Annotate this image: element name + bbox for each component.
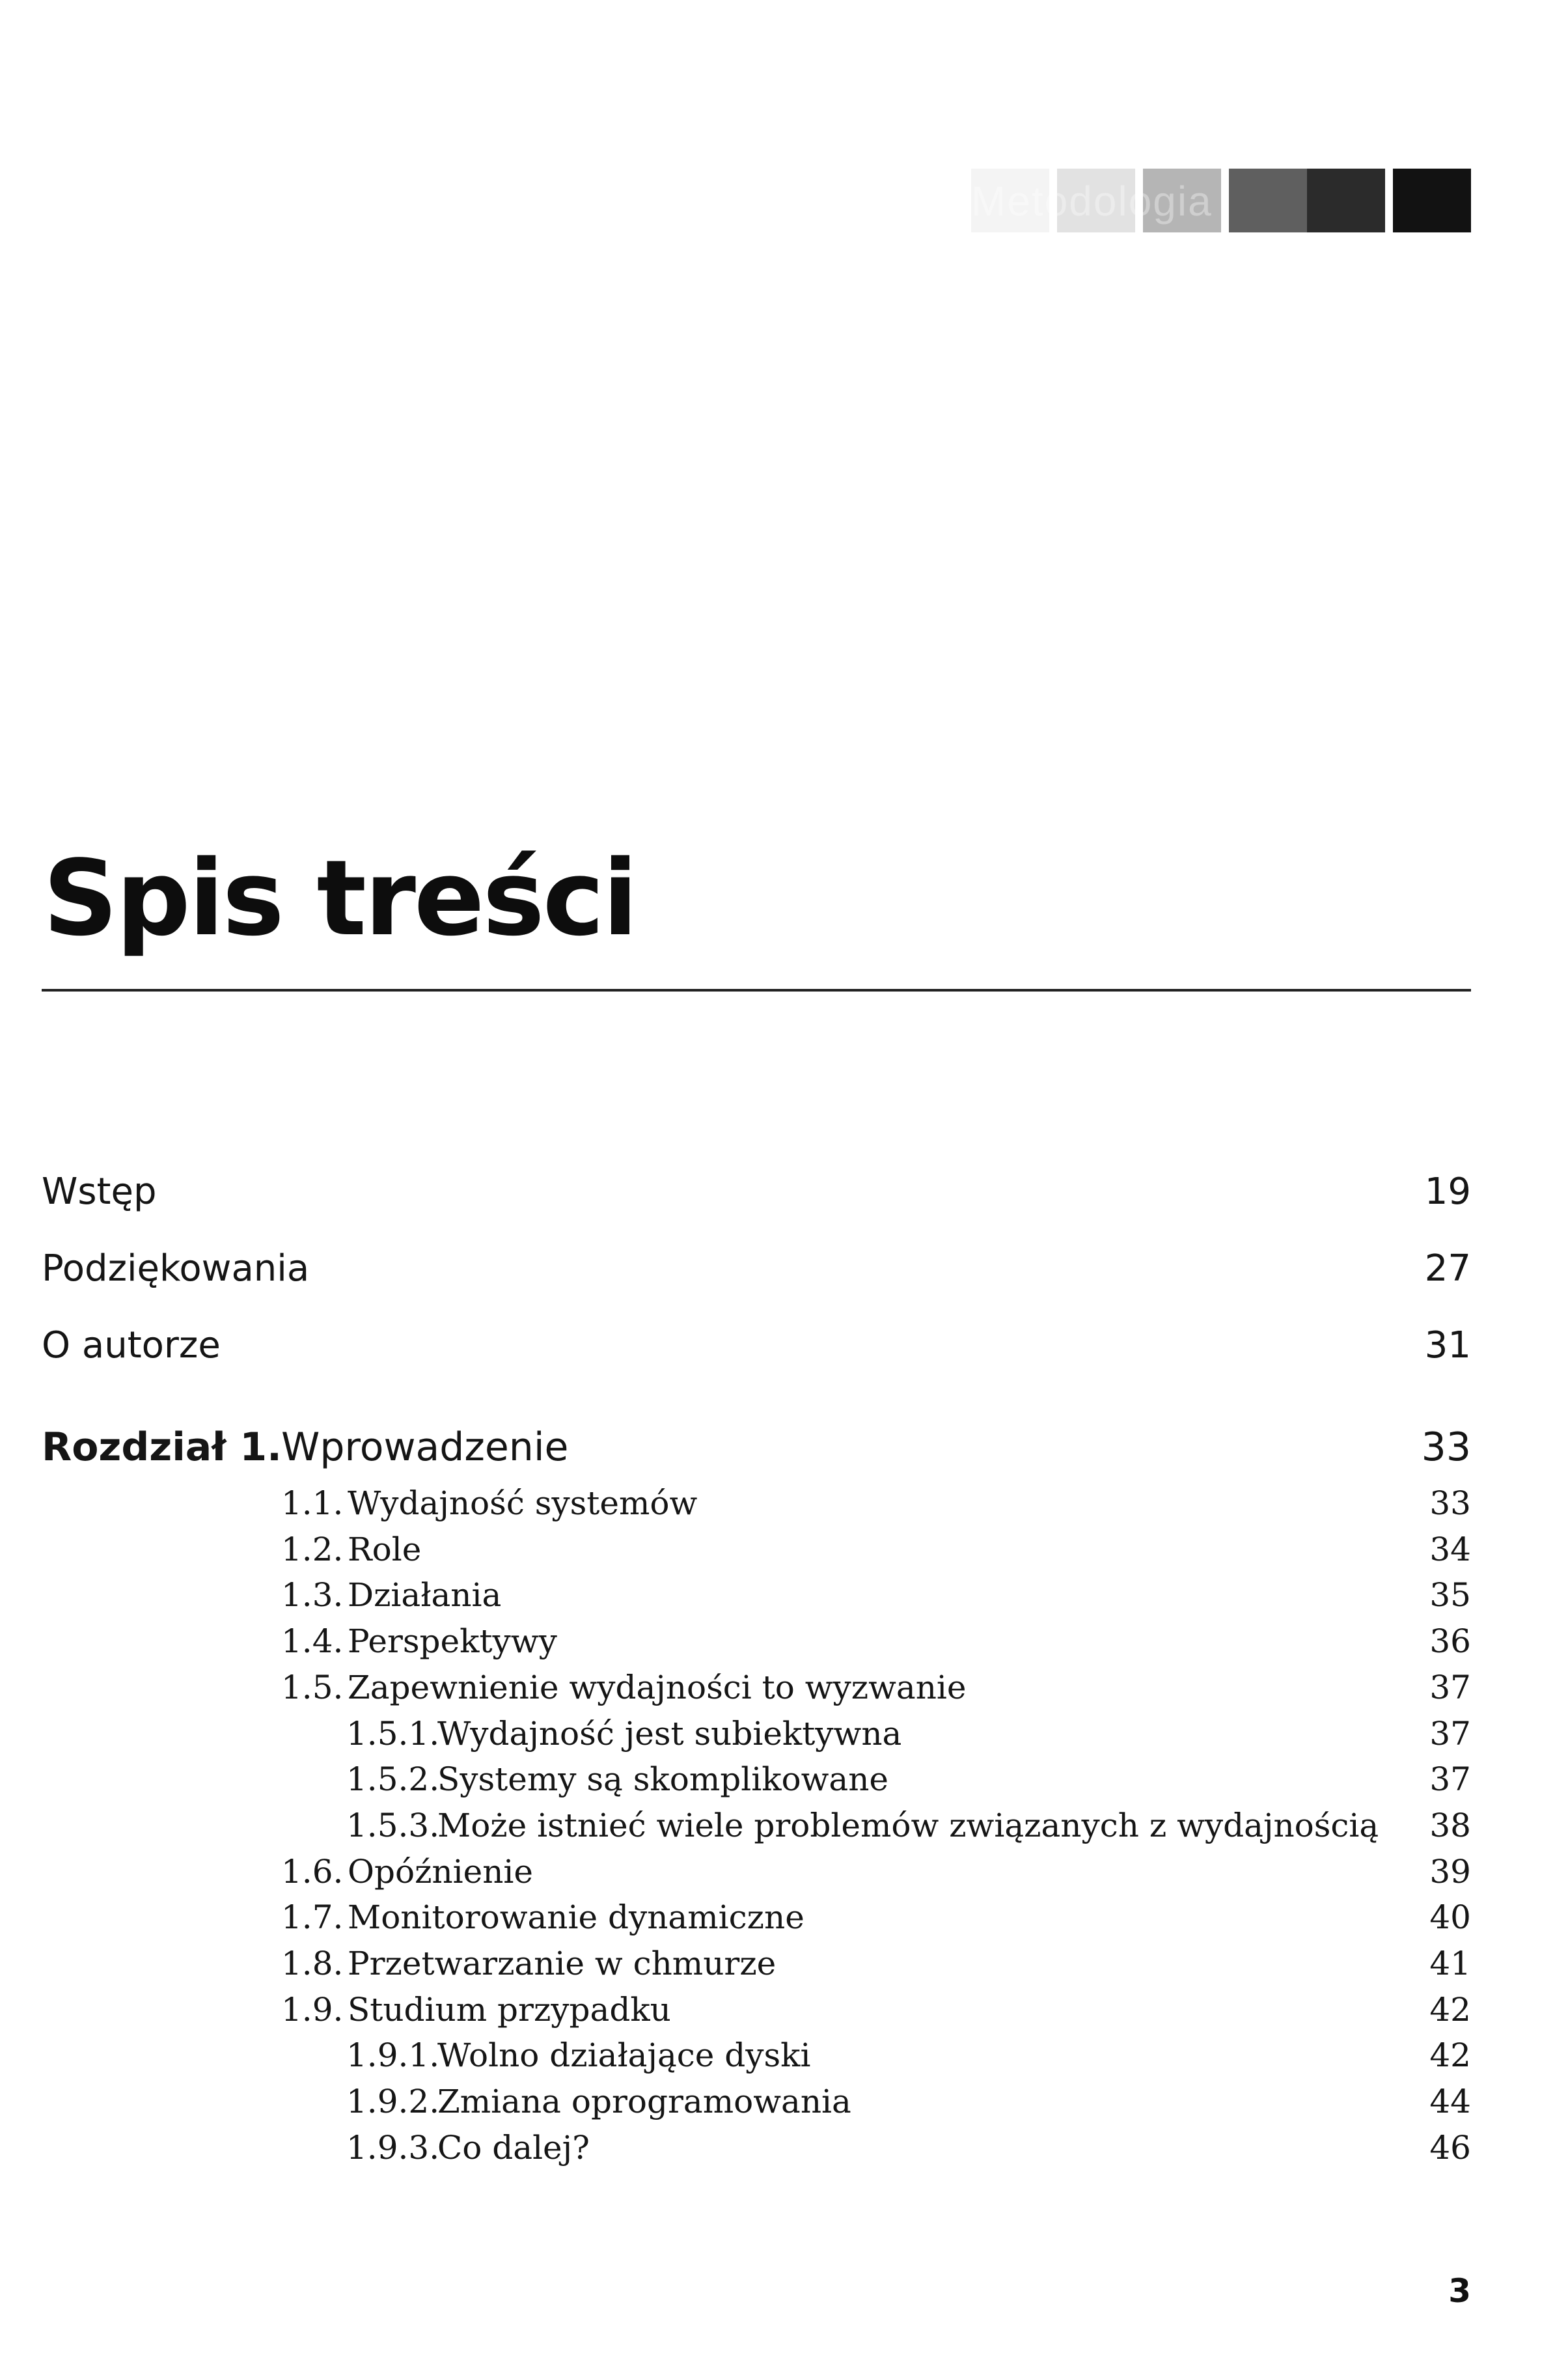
- toc-section-number: 1.9.1.: [346, 2036, 440, 2074]
- toc-section-number: 1.5.3.: [346, 1807, 440, 1844]
- toc-section-page: 37: [1429, 1715, 1471, 1753]
- title-rule: [42, 989, 1471, 992]
- toc-front-page: 27: [1424, 1247, 1471, 1290]
- toc-section-title: Przetwarzanie w chmurze: [348, 1945, 777, 1982]
- toc-section-title: Studium przypadku: [348, 1991, 671, 2029]
- toc-section-title: Wydajność systemów: [348, 1484, 698, 1522]
- toc-chapter-page: 33: [1421, 1424, 1471, 1470]
- toc-section-page: 38: [1429, 1807, 1471, 1844]
- toc-chapter-title: Wprowadzenie: [281, 1424, 569, 1470]
- toc-section-number: 1.3.: [281, 1576, 344, 1614]
- toc-section-title: Może istnieć wiele problemów związanych z wydajnością: [437, 1807, 1379, 1844]
- toc-section-number: 1.5.1.: [346, 1715, 440, 1753]
- toc-front-label: O autorze: [42, 1324, 221, 1367]
- toc-section-page: 41: [1429, 1945, 1471, 1982]
- toc-section-page: 39: [1429, 1853, 1471, 1891]
- toc-section-title: Systemy są skomplikowane: [437, 1760, 889, 1798]
- toc-section-title: Działania: [348, 1576, 502, 1614]
- toc-section-title: Zmiana oprogramowania: [437, 2083, 851, 2120]
- toc-section-title: Perspektywy: [348, 1622, 557, 1660]
- header-square: [1229, 169, 1307, 232]
- toc-section-title: Monitorowanie dynamiczne: [348, 1898, 805, 1936]
- toc-section-number: 1.6.: [281, 1853, 344, 1891]
- toc-front-label: Podziękowania: [42, 1247, 310, 1290]
- toc-front-label: Wstęp: [42, 1171, 157, 1213]
- toc-section-page: 35: [1429, 1576, 1471, 1614]
- toc-section-page: 40: [1429, 1898, 1471, 1936]
- toc-section-page: 44: [1429, 2083, 1471, 2120]
- toc-section-title: Co dalej?: [437, 2129, 590, 2167]
- toc-section-title: Zapewnienie wydajności to wyzwanie: [348, 1669, 967, 1706]
- toc-front-page: 31: [1424, 1324, 1471, 1367]
- toc-section-number: 1.9.2.: [346, 2083, 440, 2120]
- toc-section-number: 1.9.3.: [346, 2129, 440, 2167]
- toc-section-number: 1.4.: [281, 1622, 344, 1660]
- toc-section-page: 42: [1429, 2036, 1471, 2074]
- toc-section-number: 1.1.: [281, 1484, 344, 1522]
- page-number: 3: [1448, 2272, 1471, 2310]
- toc-section-number: 1.9.: [281, 1991, 344, 2029]
- toc-section-number: 1.8.: [281, 1945, 344, 1982]
- toc-section-number: 1.5.2.: [346, 1760, 440, 1798]
- toc-chapter-label: Rozdział 1.: [42, 1424, 282, 1470]
- page-title: Spis treści: [43, 837, 637, 959]
- toc-section-page: 46: [1429, 2129, 1471, 2167]
- toc-section-title: Role: [348, 1531, 422, 1568]
- toc-section-page: 37: [1429, 1669, 1471, 1706]
- toc-section-number: 1.7.: [281, 1898, 344, 1936]
- toc-section-page: 33: [1429, 1484, 1471, 1522]
- toc-section-title: Wolno działające dyski: [437, 2036, 811, 2074]
- toc-section-page: 42: [1429, 1991, 1471, 2029]
- header-square: [1307, 169, 1385, 232]
- toc-section-title: Wydajność jest subiektywna: [437, 1715, 902, 1753]
- toc-section-number: 1.2.: [281, 1531, 344, 1568]
- toc-section-page: 36: [1429, 1622, 1471, 1660]
- toc-front-page: 19: [1424, 1171, 1471, 1213]
- toc-section-page: 37: [1429, 1760, 1471, 1798]
- toc-section-number: 1.5.: [281, 1669, 344, 1706]
- header-tab-label: Metodologia: [971, 178, 1213, 225]
- header-square: [1393, 169, 1471, 232]
- toc-section-page: 34: [1429, 1531, 1471, 1568]
- toc-section-title: Opóźnienie: [348, 1853, 534, 1891]
